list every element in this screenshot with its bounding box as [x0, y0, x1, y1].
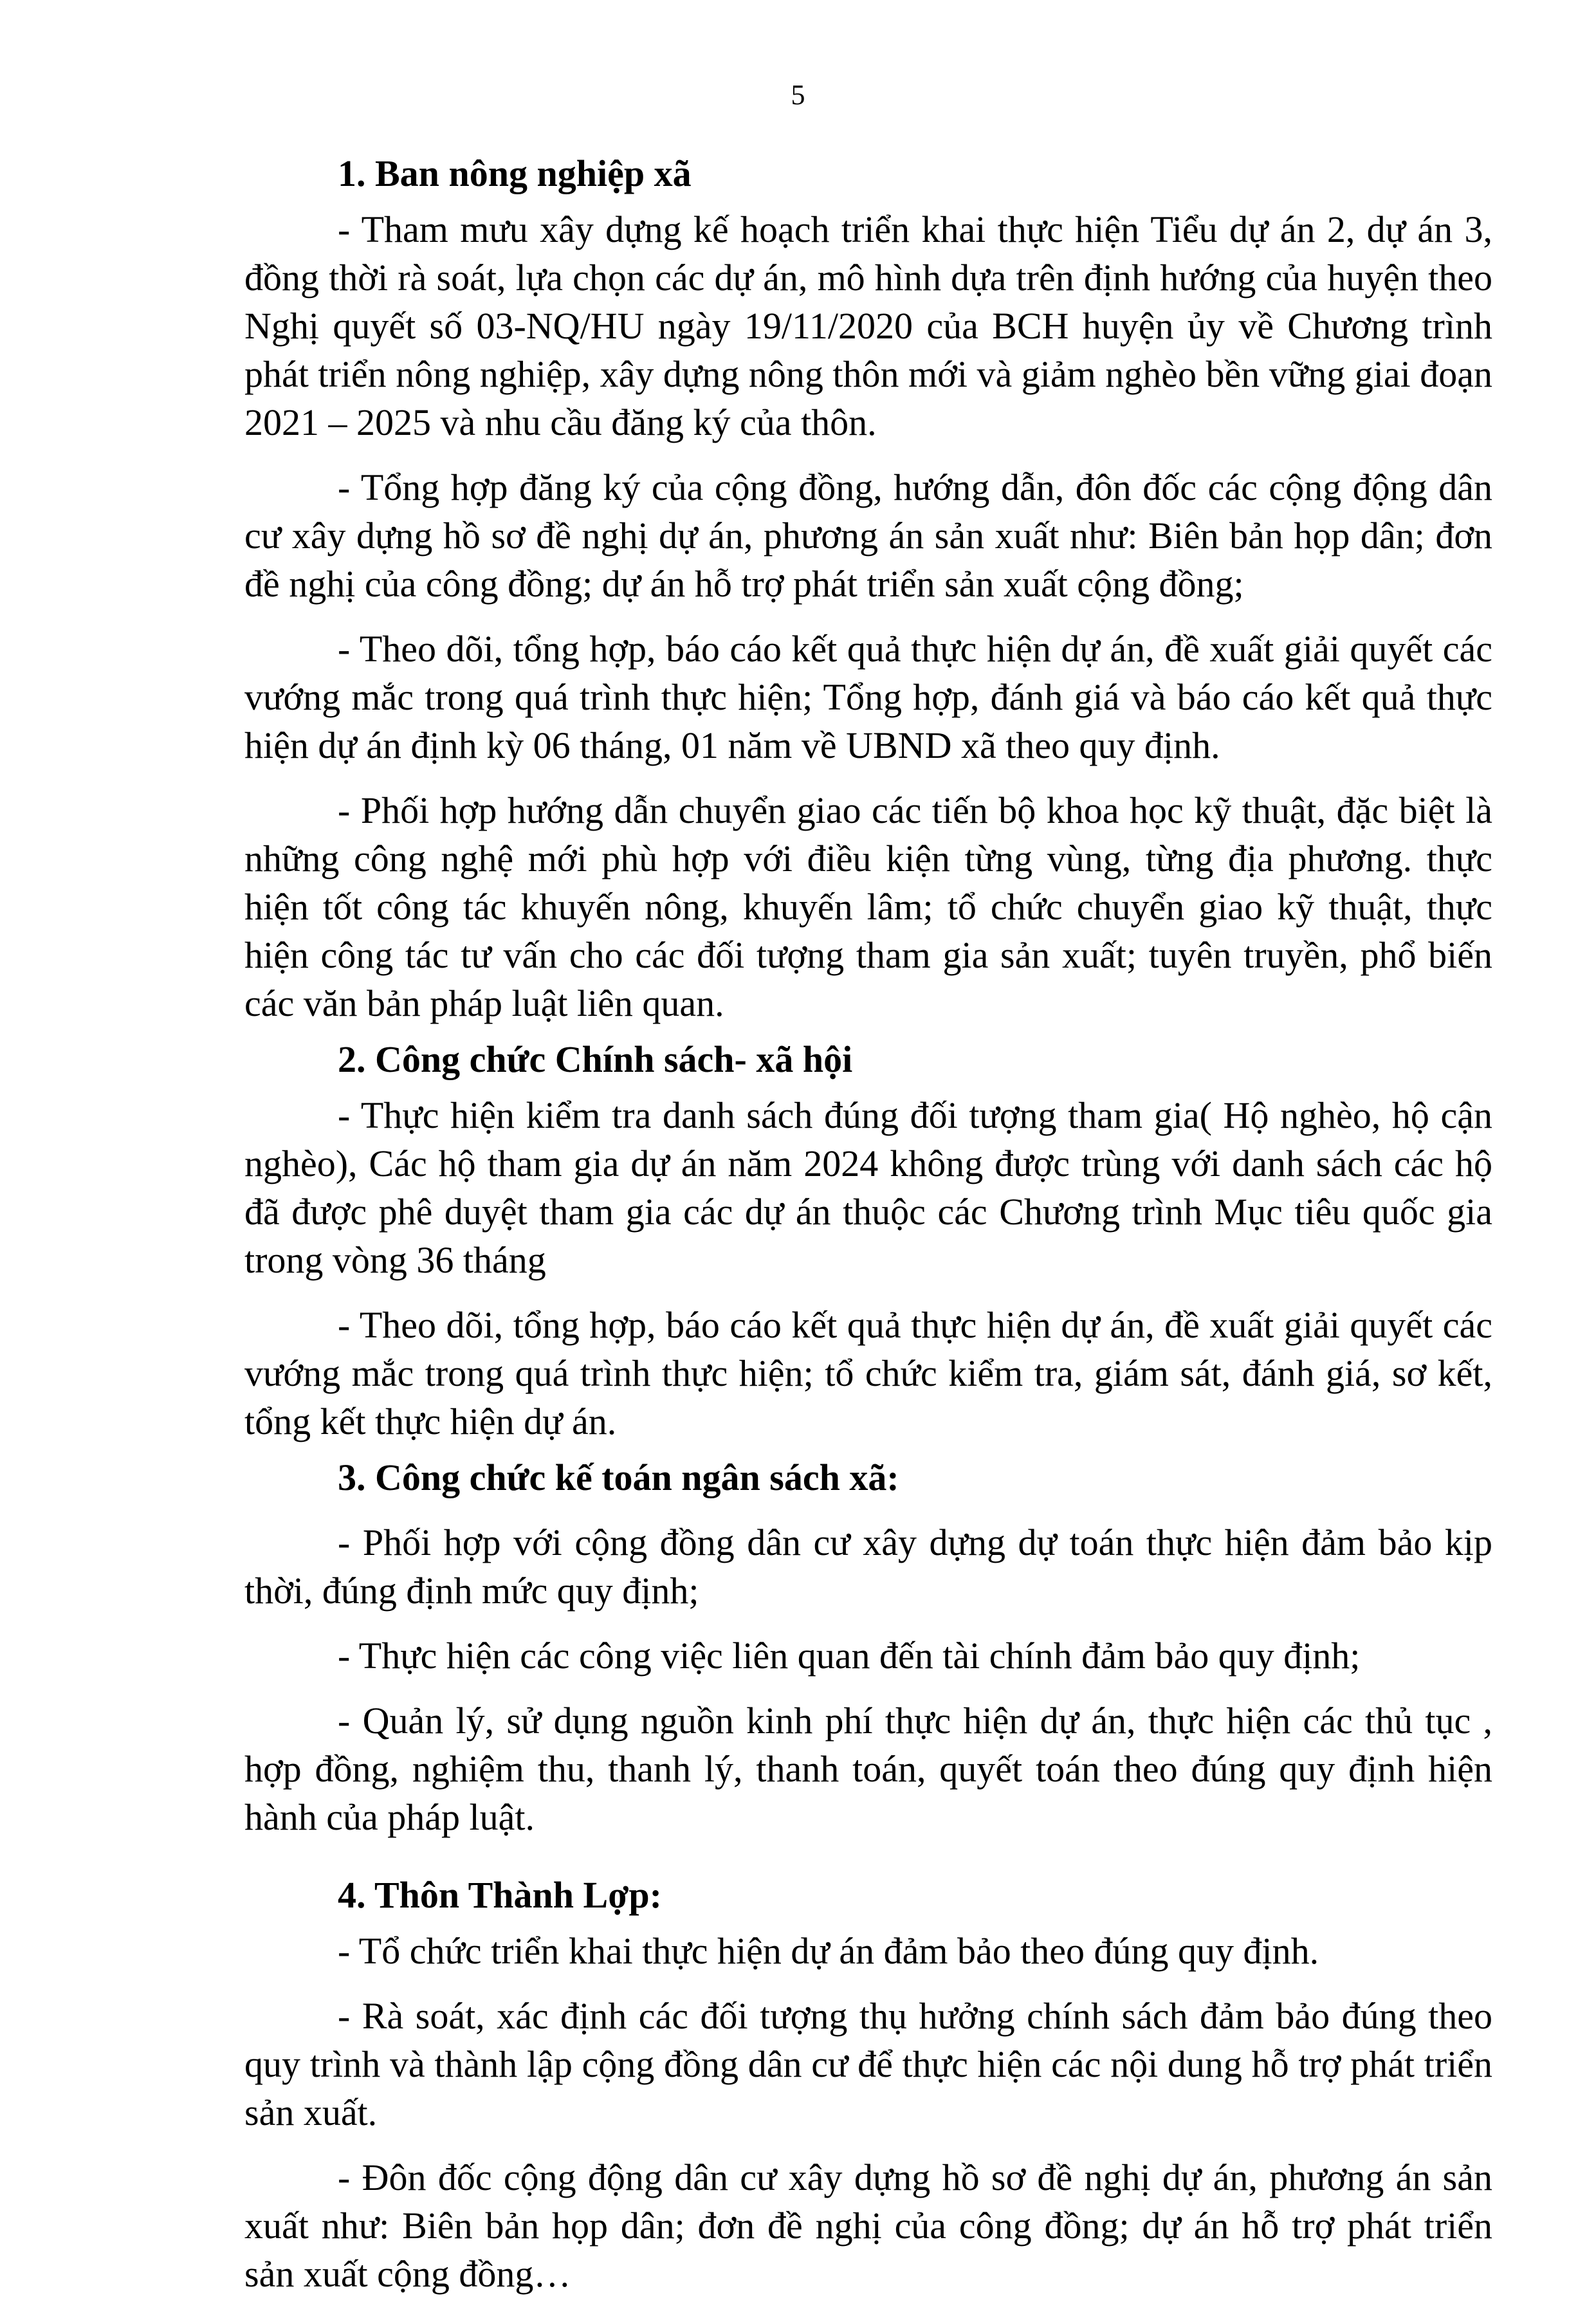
section-3-paragraph-1: - Phối hợp với cộng đồng dân cư xây dựng dự toán thực hiện đảm bảo kịp thời, đúng định mức quy định; — [244, 1521, 1492, 1612]
section-1-paragraph-4: - Phối hợp hướng dẫn chuyển giao các tiến bộ khoa học kỹ thuật, đặc biệt là những công nghệ mới phù hợp với điều kiện từng vùng, từng địa phương. thực hiện tốt công tác khuyến nông, khuyến lâm; tổ chức chuyển giao kỹ thuật, thực hiện công tác tư vấn cho các đối tượng tham gia sản xuất; tuyên truyền, phổ biến các văn bản pháp luật liên quan. — [244, 789, 1492, 1024]
section-1-paragraph-1: - Tham mưu xây dựng kế hoạch triển khai thực hiện Tiểu dự án 2, dự án 3, đồng thời rà soát, lựa chọn các dự án, mô hình dựa trên định hướng của huyện theo Nghị quyết số 03-NQ/HU ngày 19/11/2020 của BCH huyện ủy về Chương trình phát triển nông nghiệp, xây dựng nông thôn mới và giảm nghèo bền vững giai đoạn 2021 – 2025 và nhu cầu đăng ký của thôn. — [244, 208, 1492, 443]
document-body — [244, 149, 1492, 2298]
section-heading-3: 3. Công chức kế toán ngân sách xã: — [338, 1457, 899, 1498]
section-1-paragraph-2: - Tổng hợp đăng ký của cộng đồng, hướng dẫn, đôn đốc các cộng động dân cư xây dựng hồ sơ đề nghị dự án, phương án sản xuất như: Biên bản họp dân; đơn đề nghị của công đồng; dự án hỗ trợ phát triển sản xuất cộng đồng; — [244, 466, 1492, 605]
section-3-paragraph-2: - Thực hiện các công việc liên quan đến tài chính đảm bảo quy định; — [338, 1635, 1361, 1677]
page-number: 5 — [791, 79, 805, 111]
section-3-paragraph-3: - Quản lý, sử dụng nguồn kinh phí thực hiện dự án, thực hiện các thủ tục , hợp đồng, nghiệm thu, thanh lý, thanh toán, quyết toán theo đúng quy định hiện hành của pháp luật. — [244, 1700, 1492, 1838]
section-heading-2: 2. Công chức Chính sách- xã hội — [338, 1038, 853, 1080]
section-4-paragraph-3: - Đôn đốc cộng động dân cư xây dựng hồ sơ đề nghị dự án, phương án sản xuất như: Biên bản họp dân; đơn đề nghị của công đồng; dự án hỗ trợ phát triển sản xuất cộng đồng… — [244, 2156, 1492, 2295]
section-heading-1: 1. Ban nông nghiệp xã — [338, 152, 692, 194]
section-4-paragraph-1: - Tổ chức triển khai thực hiện dự án đảm bảo theo đúng quy định. — [338, 1930, 1319, 1972]
section-1-paragraph-3: - Theo dõi, tổng hợp, báo cáo kết quả thực hiện dự án, đề xuất giải quyết các vướng mắc trong quá trình thực hiện; Tổng hợp, đánh giá và báo cáo kết quả thực hiện dự án định kỳ 06 tháng, 01 năm về UBND xã theo quy định. — [244, 628, 1492, 766]
section-2-paragraph-2: - Theo dõi, tổng hợp, báo cáo kết quả thực hiện dự án, đề xuất giải quyết các vướng mắc trong quá trình thực hiện; tổ chức kiểm tra, giám sát, đánh giá, sơ kết, tổng kết thực hiện dự án. — [244, 1304, 1492, 1442]
section-4-paragraph-2: - Rà soát, xác định các đối tượng thụ hưởng chính sách đảm bảo đúng theo quy trình và thành lập cộng đồng dân cư để thực hiện các nội dung hỗ trợ phát triển sản xuất. — [244, 1995, 1492, 2133]
section-2-paragraph-1: - Thực hiện kiểm tra danh sách đúng đối tượng tham gia( Hộ nghèo, hộ cận nghèo), Các hộ tham gia dự án năm 2024 không được trùng với danh sách các hộ đã được phê duyệt tham gia các dự án thuộc các Chương trình Mục tiêu quốc gia trong vòng 36 tháng — [244, 1094, 1492, 1281]
section-heading-4: 4. Thôn Thành Lợp: — [338, 1874, 662, 1916]
